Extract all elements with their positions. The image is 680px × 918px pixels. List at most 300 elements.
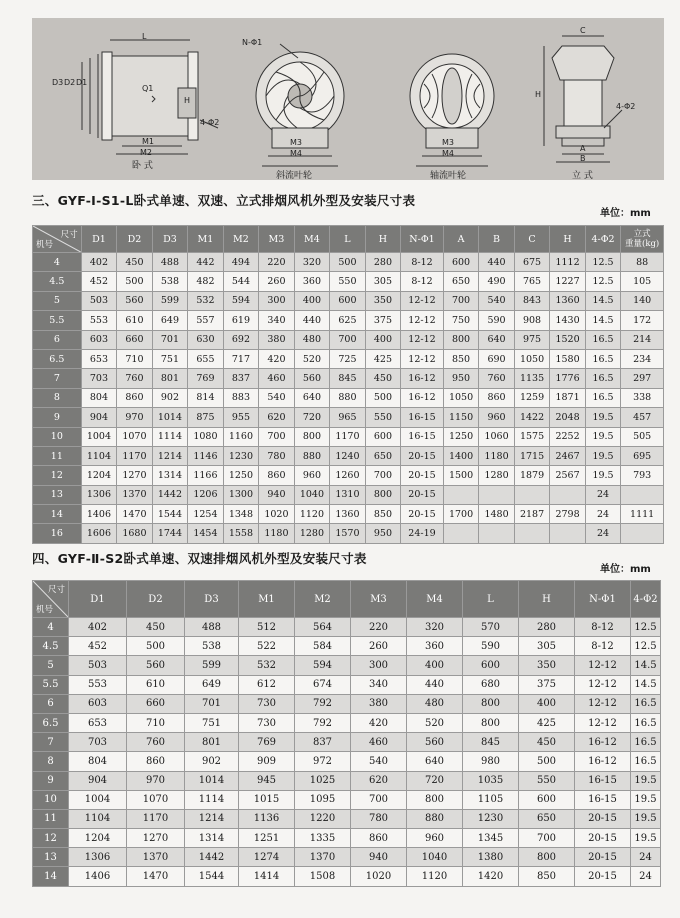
table-cell: 500 <box>117 272 153 291</box>
table-cell: 1575 <box>514 427 550 446</box>
table-cell: 16-12 <box>401 369 444 388</box>
table-cell: 19.5 <box>585 446 621 465</box>
model-number-cell: 5.5 <box>33 311 82 330</box>
table-cell <box>443 524 479 543</box>
table-cell: 902 <box>185 752 239 771</box>
table-cell: 1120 <box>407 867 463 886</box>
table-cell: 16.5 <box>631 694 661 713</box>
table-row <box>33 790 661 809</box>
table-cell: 1004 <box>81 427 117 446</box>
table-cell: 800 <box>463 713 519 732</box>
table-cell: 2187 <box>514 505 550 524</box>
table-cell: 375 <box>365 311 401 330</box>
table-cell: 1170 <box>117 446 153 465</box>
table-cell: 1470 <box>117 505 153 524</box>
model-number-cell: 13 <box>33 848 69 867</box>
table2-corner-top: 尺寸 <box>47 585 65 595</box>
table-cell: 1050 <box>514 349 550 368</box>
table-cell: 599 <box>152 291 188 310</box>
table-cell: 503 <box>69 656 127 675</box>
table-cell: 480 <box>294 330 330 349</box>
table-cell: 1240 <box>330 446 366 465</box>
table-cell: 494 <box>223 253 259 272</box>
table-cell: 950 <box>443 369 479 388</box>
table-cell: 720 <box>294 408 330 427</box>
table-cell: 751 <box>152 349 188 368</box>
table-cell: 760 <box>479 369 515 388</box>
table-cell: 338 <box>621 388 664 407</box>
table-cell: 640 <box>407 752 463 771</box>
table-cell: 875 <box>188 408 224 427</box>
dim-c-label: C <box>580 26 586 35</box>
table-cell: 804 <box>69 752 127 771</box>
table-cell: 16.5 <box>631 713 661 732</box>
table-cell: 12.5 <box>631 637 661 656</box>
table-cell: 1251 <box>239 829 295 848</box>
table-cell: 1544 <box>185 867 239 886</box>
table-cell: 1111 <box>621 505 664 524</box>
table-cell: 814 <box>188 388 224 407</box>
model-number-cell: 4 <box>33 253 82 272</box>
table-cell: 16.5 <box>585 330 621 349</box>
model-number-cell: 10 <box>33 790 69 809</box>
table-cell: 19.5 <box>631 790 661 809</box>
table-cell: 584 <box>295 637 351 656</box>
table-row <box>33 867 661 886</box>
table-cell: 2252 <box>550 427 586 446</box>
table-cell: 8-12 <box>401 272 444 291</box>
table-cell: 599 <box>185 656 239 675</box>
table2-header-cell: M3 <box>351 581 407 618</box>
table-cell: 1442 <box>152 485 188 504</box>
table1-header-weight-line2: 重量(kg) <box>625 239 660 249</box>
table-cell: 1454 <box>188 524 224 543</box>
table-cell: 1380 <box>463 848 519 867</box>
table-cell: 420 <box>351 713 407 732</box>
table-cell: 1430 <box>550 311 586 330</box>
table-cell: 24 <box>585 485 621 504</box>
table2-header-cell: D1 <box>69 581 127 618</box>
table-cell: 1025 <box>295 771 351 790</box>
table-cell: 730 <box>239 713 295 732</box>
model-number-cell: 7 <box>33 733 69 752</box>
table-cell: 400 <box>365 330 401 349</box>
table-cell: 845 <box>463 733 519 752</box>
table-cell: 1095 <box>295 790 351 809</box>
table-cell: 600 <box>463 656 519 675</box>
table-cell: 305 <box>365 272 401 291</box>
table-cell: 1606 <box>81 524 117 543</box>
dim-h-vertical-label: H <box>535 90 542 99</box>
table-cell: 500 <box>519 752 575 771</box>
table-cell: 16-12 <box>575 752 631 771</box>
table-cell: 1879 <box>514 466 550 485</box>
table-cell: 440 <box>479 253 515 272</box>
table-cell: 16.5 <box>585 349 621 368</box>
table-cell: 765 <box>514 272 550 291</box>
table-cell: 12-12 <box>401 330 444 349</box>
model-number-cell: 6.5 <box>33 349 82 368</box>
model-number-cell: 7 <box>33 369 82 388</box>
table-row <box>33 505 664 524</box>
table-cell: 701 <box>185 694 239 713</box>
table-cell: 450 <box>365 369 401 388</box>
table-cell: 904 <box>81 408 117 427</box>
table-cell: 19.5 <box>585 466 621 485</box>
table-cell: 482 <box>188 272 224 291</box>
table-cell: 590 <box>479 311 515 330</box>
model-number-cell: 12 <box>33 466 82 485</box>
model-number-cell: 8 <box>33 388 82 407</box>
table-cell: 837 <box>295 733 351 752</box>
table-cell: 16.5 <box>631 752 661 771</box>
table-cell: 1500 <box>443 466 479 485</box>
caption-horizontal: 卧 式 <box>132 161 153 171</box>
table-row <box>33 829 661 848</box>
table-cell: 300 <box>259 291 295 310</box>
table-cell: 1015 <box>239 790 295 809</box>
table-cell: 2048 <box>550 408 586 427</box>
table-cell <box>514 485 550 504</box>
table-row <box>33 771 661 790</box>
table-cell: 553 <box>69 675 127 694</box>
table-cell: 603 <box>81 330 117 349</box>
table-cell: 16-15 <box>401 427 444 446</box>
table-cell: 380 <box>351 694 407 713</box>
vertical-fan-cap <box>552 46 614 80</box>
table-cell: 457 <box>621 408 664 427</box>
table-cell: 1776 <box>550 369 586 388</box>
table-cell: 980 <box>463 752 519 771</box>
table-row <box>33 694 661 713</box>
table-cell: 1370 <box>117 485 153 504</box>
table-cell: 512 <box>239 618 295 637</box>
table-cell: 650 <box>519 809 575 828</box>
table-cell: 550 <box>330 272 366 291</box>
table-cell: 850 <box>365 505 401 524</box>
table-cell: 260 <box>259 272 295 291</box>
table-cell: 360 <box>407 637 463 656</box>
table-cell: 1314 <box>185 829 239 848</box>
table-cell: 1040 <box>407 848 463 867</box>
table-cell: 800 <box>294 427 330 446</box>
table-cell: 12.5 <box>631 618 661 637</box>
table-cell: 703 <box>81 369 117 388</box>
table1-header-cell: D2 <box>117 226 153 253</box>
table-cell: 16-12 <box>575 733 631 752</box>
table-cell: 850 <box>519 867 575 886</box>
table-cell: 640 <box>294 388 330 407</box>
table-cell: 909 <box>239 752 295 771</box>
table-cell: 600 <box>519 790 575 809</box>
table-cell: 300 <box>351 656 407 675</box>
model-number-cell: 6 <box>33 330 82 349</box>
table-cell: 1014 <box>185 771 239 790</box>
table-cell: 700 <box>519 829 575 848</box>
table-cell: 1150 <box>443 408 479 427</box>
table-cell: 760 <box>117 369 153 388</box>
table1-title: 三、GYF-Ⅰ-S1-L卧式单速、双速、立式排烟风机外型及安装尺寸表 <box>32 193 416 208</box>
table-cell: 690 <box>479 349 515 368</box>
table2-header-cell: L <box>463 581 519 618</box>
table-cell: 1422 <box>514 408 550 427</box>
table-cell: 1014 <box>152 408 188 427</box>
table-cell: 440 <box>294 311 330 330</box>
table-cell: 220 <box>351 618 407 637</box>
dim-d3-label: D3 <box>52 78 64 87</box>
table-cell <box>479 485 515 504</box>
table-cell: 8-12 <box>575 618 631 637</box>
table-row <box>33 349 664 368</box>
table2-corner-bottom: 机号 <box>36 605 54 615</box>
table-cell: 1250 <box>223 466 259 485</box>
table-cell: 234 <box>621 349 664 368</box>
table1-header-cell: H <box>365 226 401 253</box>
table-cell: 701 <box>152 330 188 349</box>
table-cell: 800 <box>365 485 401 504</box>
table-cell: 695 <box>621 446 664 465</box>
table1-corner-bottom: 机号 <box>36 240 54 250</box>
table-cell: 280 <box>365 253 401 272</box>
table-cell: 1370 <box>295 848 351 867</box>
model-number-cell: 11 <box>33 809 69 828</box>
table-cell: 603 <box>69 694 127 713</box>
table-cell: 908 <box>514 311 550 330</box>
table-cell: 1558 <box>223 524 259 543</box>
table2-header-cell: H <box>519 581 575 618</box>
caption-axial: 轴流叶轮 <box>430 171 467 181</box>
table-cell: 452 <box>69 637 127 656</box>
table-cell: 1254 <box>188 505 224 524</box>
table-row <box>33 752 661 771</box>
table1-header-cell: L <box>330 226 366 253</box>
table-row <box>33 272 664 291</box>
table-cell: 960 <box>479 408 515 427</box>
caption-mixed-flow: 斜流叶轮 <box>276 171 313 181</box>
table-row <box>33 485 664 504</box>
table-cell: 660 <box>117 330 153 349</box>
table-row <box>33 618 661 637</box>
table-cell: 800 <box>519 848 575 867</box>
table-cell: 24 <box>585 505 621 524</box>
table-cell: 14.5 <box>631 675 661 694</box>
table-cell: 532 <box>239 656 295 675</box>
dim-d2-label: D2 <box>64 78 76 87</box>
table-cell: 1280 <box>479 466 515 485</box>
table-cell: 2798 <box>550 505 586 524</box>
table1-unit: 单位：mm <box>600 208 651 219</box>
table-cell: 220 <box>259 253 295 272</box>
table-cell: 1227 <box>550 272 586 291</box>
table-cell: 12-12 <box>575 656 631 675</box>
table-cell: 24 <box>631 867 661 886</box>
table-cell: 1335 <box>295 829 351 848</box>
table-cell: 970 <box>127 771 185 790</box>
table-cell: 1480 <box>479 505 515 524</box>
dim-4phi2-label: 4-Φ2 <box>200 118 220 127</box>
table-cell: 725 <box>330 349 366 368</box>
table-cell: 8-12 <box>401 253 444 272</box>
table-cell: 660 <box>127 694 185 713</box>
table-cell: 800 <box>463 694 519 713</box>
model-number-cell: 4 <box>33 618 69 637</box>
caption-vertical: 立 式 <box>572 171 593 181</box>
table-cell <box>621 524 664 543</box>
table-cell: 880 <box>407 809 463 828</box>
table-cell: 1442 <box>185 848 239 867</box>
table-cell: 1080 <box>188 427 224 446</box>
table-cell: 717 <box>223 349 259 368</box>
table-cell: 700 <box>351 790 407 809</box>
table-cell: 1544 <box>152 505 188 524</box>
table1-header-cell: B <box>479 226 515 253</box>
table2-header-cell: M4 <box>407 581 463 618</box>
table-cell: 1136 <box>239 809 295 828</box>
table-cell: 1508 <box>295 867 351 886</box>
table-cell: 850 <box>443 349 479 368</box>
table-cell <box>550 524 586 543</box>
table-cell: 19.5 <box>585 408 621 427</box>
table-cell: 16.5 <box>585 388 621 407</box>
table-cell: 320 <box>407 618 463 637</box>
table-row <box>33 809 661 828</box>
table-cell: 540 <box>351 752 407 771</box>
table-cell: 1360 <box>550 291 586 310</box>
table-cell: 340 <box>351 675 407 694</box>
table-cell: 730 <box>239 694 295 713</box>
table-cell: 460 <box>351 733 407 752</box>
table-cell: 860 <box>259 466 295 485</box>
table-cell: 1114 <box>152 427 188 446</box>
table-cell: 1105 <box>463 790 519 809</box>
table-cell: 564 <box>295 618 351 637</box>
table2-corner-header <box>33 581 69 618</box>
table-cell: 625 <box>330 311 366 330</box>
dim-4phi2-vertical-label: 4-Φ2 <box>616 102 636 111</box>
table-cell: 24 <box>585 524 621 543</box>
table-row <box>33 637 661 656</box>
table-cell: 1230 <box>223 446 259 465</box>
table-cell: 1204 <box>81 466 117 485</box>
table-row <box>33 253 664 272</box>
table-cell: 452 <box>81 272 117 291</box>
table-cell: 610 <box>127 675 185 694</box>
table-cell: 630 <box>188 330 224 349</box>
table-cell: 442 <box>188 253 224 272</box>
table-cell: 1206 <box>188 485 224 504</box>
table-cell: 1400 <box>443 446 479 465</box>
table-cell: 1250 <box>443 427 479 446</box>
table-cell: 14.5 <box>631 656 661 675</box>
table-cell: 610 <box>117 311 153 330</box>
table-cell: 1270 <box>117 466 153 485</box>
table-cell: 700 <box>330 330 366 349</box>
table-cell: 880 <box>294 446 330 465</box>
table-cell: 1120 <box>294 505 330 524</box>
table-cell: 19.5 <box>631 809 661 828</box>
table-cell: 16-12 <box>401 388 444 407</box>
table-cell: 600 <box>330 291 366 310</box>
table-cell: 402 <box>69 618 127 637</box>
table-cell: 570 <box>463 618 519 637</box>
table-cell: 1470 <box>127 867 185 886</box>
table-cell: 594 <box>223 291 259 310</box>
table-cell: 490 <box>479 272 515 291</box>
table-cell: 12-12 <box>401 349 444 368</box>
table-cell: 450 <box>127 618 185 637</box>
table-cell: 460 <box>259 369 295 388</box>
table-cell: 1310 <box>330 485 366 504</box>
table-cell: 14.5 <box>585 291 621 310</box>
table-cell: 1306 <box>69 848 127 867</box>
table-cell: 560 <box>117 291 153 310</box>
table-cell: 1700 <box>443 505 479 524</box>
table-cell: 1306 <box>81 485 117 504</box>
table-cell: 1406 <box>69 867 127 886</box>
table-cell: 860 <box>479 388 515 407</box>
table-cell: 940 <box>351 848 407 867</box>
model-number-cell: 5 <box>33 656 69 675</box>
table-cell: 500 <box>365 388 401 407</box>
table-cell: 400 <box>294 291 330 310</box>
table-cell: 19.5 <box>585 427 621 446</box>
table-cell: 710 <box>127 713 185 732</box>
table-cell: 20-15 <box>401 485 444 504</box>
dim-m4-label: M4 <box>290 149 302 158</box>
table-cell: 940 <box>259 485 295 504</box>
table-cell: 1020 <box>259 505 295 524</box>
table-cell: 965 <box>330 408 366 427</box>
table-cell: 1112 <box>550 253 586 272</box>
table-cell: 619 <box>223 311 259 330</box>
table-cell: 1004 <box>69 790 127 809</box>
table-cell: 1314 <box>152 466 188 485</box>
table-cell: 769 <box>239 733 295 752</box>
table-cell: 550 <box>365 408 401 427</box>
dim-q1-label: Q1 <box>142 84 154 93</box>
table-cell <box>550 485 586 504</box>
table-cell <box>621 485 664 504</box>
table-cell: 769 <box>188 369 224 388</box>
table-cell: 375 <box>519 675 575 694</box>
table-cell: 945 <box>239 771 295 790</box>
table-row <box>33 675 661 694</box>
table-cell: 640 <box>479 330 515 349</box>
table-cell: 1040 <box>294 485 330 504</box>
model-number-cell: 10 <box>33 427 82 446</box>
table2-header-cell: 4-Φ2 <box>631 581 661 618</box>
table-cell: 105 <box>621 272 664 291</box>
table-cell: 1214 <box>185 809 239 828</box>
table-cell: 505 <box>621 427 664 446</box>
table-cell: 400 <box>407 656 463 675</box>
table-cell: 620 <box>259 408 295 427</box>
table-cell: 1680 <box>117 524 153 543</box>
table-cell: 8-12 <box>575 637 631 656</box>
table-cell: 1035 <box>463 771 519 790</box>
table-cell: 1180 <box>479 446 515 465</box>
table-cell: 1715 <box>514 446 550 465</box>
table1-header-cell: 4-Φ2 <box>585 226 621 253</box>
table1-header-cell: M1 <box>188 226 224 253</box>
table-cell: 1214 <box>152 446 188 465</box>
table-cell: 843 <box>514 291 550 310</box>
table-cell: 1020 <box>351 867 407 886</box>
table-cell: 12-12 <box>575 694 631 713</box>
table-cell: 792 <box>295 713 351 732</box>
table-cell: 88 <box>621 253 664 272</box>
table-cell: 692 <box>223 330 259 349</box>
